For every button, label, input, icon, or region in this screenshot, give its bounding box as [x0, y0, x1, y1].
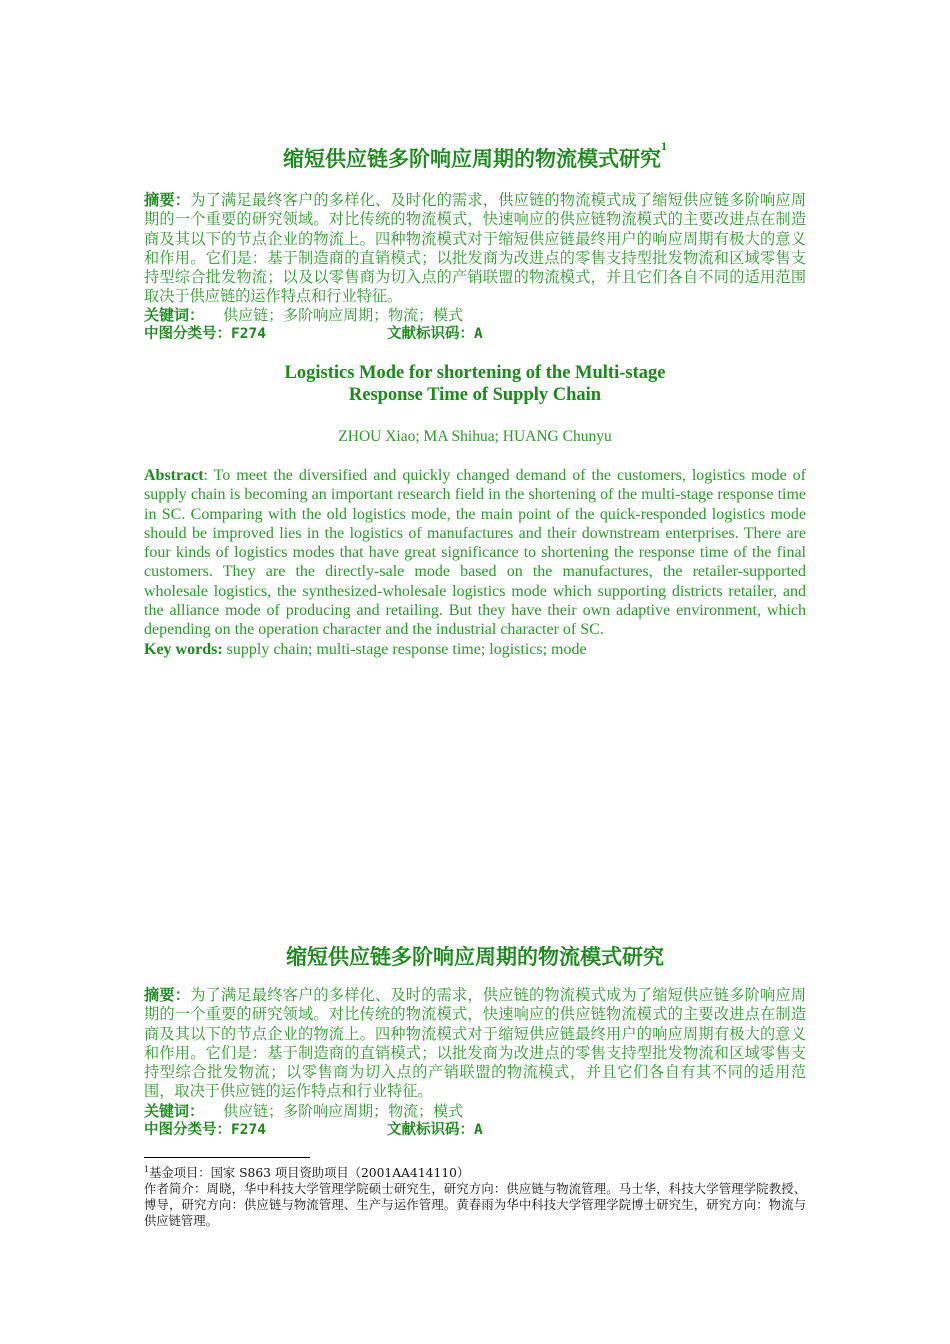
english-title [144, 362, 806, 406]
classification-line-repeat [144, 1121, 806, 1140]
keywords-label: 关键词： [144, 1102, 205, 1120]
chinese-title: 缩短供应链多阶响应周期的物流模式研究$^1$ [283, 139, 667, 171]
english-abstract-label: Abstract [144, 467, 204, 484]
english-title-line2: Response Time of Supply Chain [348, 385, 602, 405]
english-keywords-label: Key words: [144, 640, 223, 658]
chinese-abstract [144, 191, 806, 307]
abstract-label: 摘要： [144, 191, 191, 209]
document-code: 文献标识码：A [387, 1122, 483, 1138]
english-keywords-text: supply chain; multi-stage response time; logistics; mode [222, 640, 587, 658]
chinese-abstract-repeat [144, 986, 806, 1102]
keywords-text: 供应链；多阶响应周期；物流；模式 [223, 306, 464, 324]
footnote-bio: 作者简介：周晓，华中科技大学管理学院硕士研究生，研究方向：供应链与物流管理。马士华，科技大学管理学院教授、博导，研究方向：供应链与物流管理、生产与运作管理。黄春雨为华中科技大学管理学院博士研究生，研究方向：物流与供应链管理。 [144, 1182, 806, 1228]
keywords-text: 供应链；多阶响应周期；物流；模式 [223, 1102, 464, 1120]
footnote-mark: 1 [661, 139, 667, 153]
chinese-title-repeat: 缩短供应链多阶响应周期的物流模式研究 [286, 945, 664, 969]
authors: ZHOU Xiao; MA Shihua; HUANG Chunyu [338, 428, 612, 445]
fund-text: 基金项目：国家 S863 项目资助项目（2001AA414110） [149, 1166, 470, 1181]
abstract-text: 为了满足最终客户的多样化、及时化的需求，供应链的物流模式成了缩短供应链多阶响应周期的一个重要的研究领域。对比传统的物流模式，快速响应的供应链物流模式的主要改进点在制造商及其以下的节点企业的物流上。四种物流模式对于缩短供应链最终用户的响应周期有极大的意义和作用。它们是：基于制造商的直销模式；以批发商为改进点的零售支持型批发物流和区域零售支持型综合批发物流；以及以零售商为切入点的产销联盟的物流模式，并且它们各自不同的适用范围取决于供应链的运作特点和行业特征。 [144, 191, 807, 306]
keywords-label: 关键词： [144, 306, 205, 324]
footnote-number: 1 [144, 1165, 150, 1174]
english-abstract [144, 466, 806, 659]
footnote-divider [144, 1157, 310, 1158]
footnote-fund [144, 1162, 806, 1181]
document-code: 文献标识码：A [387, 326, 483, 342]
english-title-line1: Logistics Mode for shortening of the Multi-stage [284, 363, 666, 383]
chinese-keywords [144, 306, 806, 325]
chinese-keywords-repeat [144, 1102, 806, 1121]
english-abstract-text: : To meet the diversified and quickly changed demand of the customers, logistics mode of supply chain is becoming an important research field in the shortening of the multi-stage response time in SC. Comparing with the old logistics mode, the main point of the quick-responded logistics mode should be improved lies in the logistics of manufactures and their downstream enterprises. There are four kinds of logistics modes that have great significance to shortening the response time of the final customers. They are the directly-sale mode based on the manufactures, the retailer-supported wholesale logistics, the synthesized-wholesale logistics mode which supporting districts retailer, and the alliance mode of producing and retailing. But they have their own adaptive environment, which depending on the operation character and the industrial character of SC. [144, 467, 806, 639]
class-number: 中图分类号：F274 [144, 326, 266, 342]
abstract-label: 摘要： [144, 986, 191, 1004]
classification-line [144, 325, 806, 344]
abstract-text: 为了满足最终客户的多样化、及时的需求，供应链的物流模式成为了缩短供应链多阶响应周期的一个重要的研究领域。对比传统的物流模式，快速响应的供应链物流模式的主要改进点在制造商及其以下的节点企业的物流上。四种物流模式对于缩短供应链最终用户的响应周期有极大的意义和作用。它们是：基于制造商的直销模式；以批发商为改进点的零售支持型批发物流和区域零售支持型综合批发物流；以零售商为切入点的产销联盟的物流模式，并且它们各自有其不同的适用范围，取决于供应链的运作特点和行业特征。 [144, 986, 807, 1101]
class-number: 中图分类号：F274 [144, 1122, 266, 1138]
